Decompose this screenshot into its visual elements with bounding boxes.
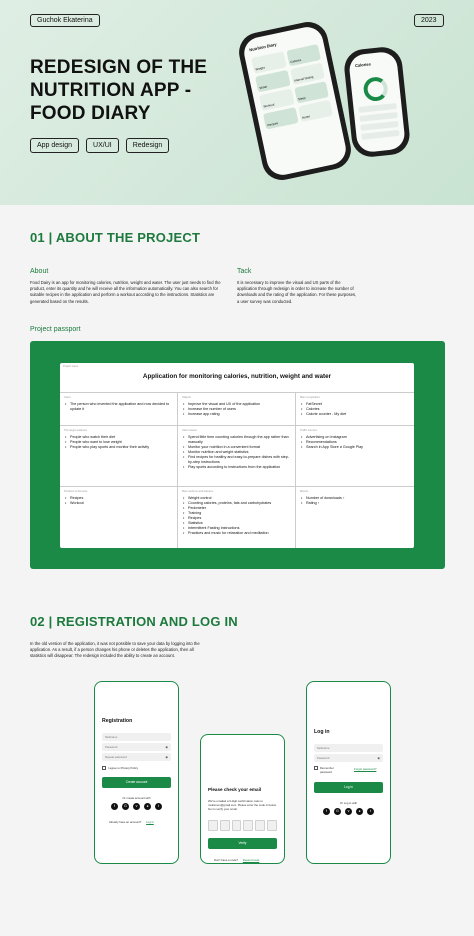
or-create-label: Or create account with [122,796,151,800]
list-item: • Improve the visual and UX of the application [182,402,291,407]
privacy-label: I agree to Privacy Policy [108,766,139,770]
tag-app-design: App design [30,138,79,153]
list-item: • Number of downloads ↑ [300,496,410,501]
meal-row [361,130,399,140]
phone-mockup-secondary [343,45,412,158]
code-digit-input[interactable] [220,820,230,831]
code-input-row [208,820,277,831]
cell-label: Users issues [182,429,197,432]
list-item: • Advertising on Instagram [300,435,410,440]
code-digit-input[interactable] [267,820,277,831]
list-item: • Recommendations [300,440,410,445]
list-item: • People who watch their diet [64,435,173,440]
twitter-icon[interactable]: t [155,803,162,810]
passport-card [60,363,414,548]
list-item: • FatSecret [300,402,410,407]
list-item: • Calorie counter - My diet [300,412,410,417]
tile-notes: Notes [298,100,333,122]
list-item: • Rating ↑ [300,501,410,506]
list-item: • Spend little time counting calories through the app rather than manually [182,435,291,445]
tile-water: Water [255,70,290,92]
list-item: • Intermittent Fasting Instructions [182,526,291,531]
hero-title: REDESIGN OF THE NUTRITION APP - FOOD DIARY [30,57,208,124]
list-item: • Monitor your nutrition in a convenient format [182,445,291,450]
hero-banner [0,0,474,205]
project-passport [30,341,445,569]
remember-checkbox[interactable] [314,766,318,770]
cell-label: Users [64,396,71,399]
about-heading: About [30,268,49,275]
list-item: • Calories [300,407,410,412]
about-text: Food Dairy is an app for monitoring calories, nutrition, weight and water. The user just needs to find the product, enter its quantity and he will receive all the information automatically. You can also search for suitable recipes in the application and perform a workout according to the instructions. Statistics are generated based on the results. [30,280,221,304]
list-item: • Recipes [64,496,173,501]
privacy-checkbox[interactable] [102,766,106,770]
passport-cell-users-issues [178,426,296,487]
verify-button[interactable]: Verify [208,838,277,849]
list-item: • Play sports according to instructions from the application [182,465,291,470]
twitter-icon[interactable]: t [367,808,374,815]
author-badge: Guchok Ekaterina [30,14,100,27]
verify-text: We've emailed a 6-digit confirmation code to meksimov@gmail.com. Please enter the code in below box to verify your email. [208,799,276,811]
create-account-button[interactable]: Create account [102,777,171,788]
password-input[interactable] [102,743,171,751]
project-name-label: Project name [63,365,79,368]
verify-email-screen [200,734,285,864]
passport-header [60,363,414,393]
phone-screen-main [241,24,348,178]
eye-icon[interactable]: ◉ [165,745,168,749]
passport-cell-features [178,487,296,548]
forgot-password-link[interactable]: Forgot password? [354,767,377,771]
list-item: • Workout [64,501,173,506]
year-badge: 2023 [414,14,444,27]
passport-cell-users [60,393,178,426]
passport-cell-objects [178,393,296,426]
project-name: Application for monitoring calories, nutrition, weight and water [142,373,332,380]
no-code-row [214,858,259,862]
login-button[interactable]: Log in [314,782,383,793]
list-item: • Counting calories, proteins, fats and carbohydrates [182,501,291,506]
have-account-row [109,820,154,824]
code-digit-input[interactable] [208,820,218,831]
tag-list [30,138,169,153]
code-digit-input[interactable] [255,820,265,831]
list-item: • Training [182,511,291,516]
passport-cell-target-audience [60,426,178,487]
apple-icon[interactable]: ● [144,803,151,810]
tag-ux-ui: UX/UI [86,138,119,153]
password-input[interactable] [314,754,383,762]
passport-grid [60,393,414,548]
cell-label: Metrics [300,490,309,493]
social-buttons [323,808,374,815]
registration-text: In the old version of the application, it was not possible to save your data by logging into the application. As a result, if a person changes his phone or deletes the application, then all statistics will disappear. The redesign included the ability to create an account. [30,641,200,659]
resend-code-link[interactable]: Resend code [242,858,260,862]
remember-label: Remember password [320,766,334,774]
list-item: • Weight control [182,496,291,501]
vk-icon[interactable]: v [133,803,140,810]
passport-cell-competitors [296,393,414,426]
list-item: • Search in App Store и Google Play [300,445,410,450]
tile-recipes: Recipes [263,107,298,129]
facebook-icon[interactable]: f [111,803,118,810]
repeat-password-input[interactable] [102,753,171,761]
list-item: • Increase app rating [182,412,291,417]
passport-cell-products [60,487,178,548]
passport-heading: Project passport [30,326,81,333]
repeat-password-placeholder: Repeat password [105,755,127,759]
apple-icon[interactable]: ● [356,808,363,815]
tile-workout: Workout [259,89,294,111]
google-icon[interactable]: G [334,808,341,815]
password-placeholder: Password [105,745,118,749]
facebook-icon[interactable]: f [323,808,330,815]
cell-label: Products & Services [64,490,88,493]
or-login-label: Or Log in with [339,801,358,805]
task-heading: Tack [237,268,252,275]
phone-small-title: Calories [354,61,372,69]
tag-redesign: Redesign [126,138,170,153]
social-buttons [111,803,162,810]
nickname-input[interactable]: Nickname [314,744,383,752]
phone-mockup-main [235,18,354,183]
list-item: • People who play sports and monitor their activity [64,445,173,450]
list-item: • Pedometer [182,506,291,511]
cell-label: The target audience [64,429,88,432]
eye-icon[interactable]: ◉ [377,756,380,760]
no-code-label: Don't have a code? [214,858,239,862]
passport-cell-traffic-sources [296,426,414,487]
vk-icon[interactable]: v [345,808,352,815]
meal-row [359,112,397,122]
already-have-account: Already have an account? [109,820,142,824]
list-item: • Monitor nutrition and weight statistics [182,450,291,455]
tile-calories: Calories [286,44,321,66]
login-link[interactable]: Log in [146,820,154,824]
registration-title: Registration [102,718,133,724]
google-icon[interactable]: G [122,803,129,810]
eye-icon[interactable]: ◉ [165,755,168,759]
login-screen [306,681,391,864]
code-digit-input[interactable] [243,820,253,831]
tile-sleep: Sleep [294,81,329,103]
nickname-input[interactable]: Nickname [102,733,171,741]
password-placeholder: Password [317,756,330,760]
tile-weight: Weight [251,51,286,73]
list-item: • People who want to lose weight [64,440,173,445]
phone-screen-secondary [348,51,406,153]
list-item: • The person who invented the application and now decided to update it [64,402,173,412]
passport-cell-metrics [296,487,414,548]
meal-row [358,103,396,113]
list-item: • Find recipes for healthy and easy-to-prepare dishes with step-by-step instructions [182,455,291,465]
code-digit-input[interactable] [232,820,242,831]
login-title: Log in [314,729,330,735]
list-item: • Recipes [182,516,291,521]
phone-screen-title: Nutrition Diary [248,41,278,53]
cell-label: Main competitors [300,396,320,399]
cell-label: Traffic sources [300,429,317,432]
list-item: • Practices and music for relaxation and meditation [182,531,291,536]
cell-label: Objects [182,396,191,399]
registration-screen [94,681,179,864]
tile-interval-fasting: Interval fasting [290,63,325,85]
verify-title: Please check your email [208,787,262,792]
list-item: • Statistics [182,521,291,526]
calories-ring-chart [362,76,388,102]
cell-label: Main sections and features [182,490,213,493]
phone-tile-grid [245,40,340,134]
list-item: • Increase the number of users [182,407,291,412]
section-title-about: 01 | ABOUT THE PROJECT [30,230,201,245]
meal-row [360,121,398,131]
task-text: It is necessary to improve the visual and UX parts of the application through redesign in order to increase the number of downloads and the rating of the application. For these purposes, a user survey was conducted. [237,280,357,304]
section-title-registration: 02 | REGISTRATION AND LOG IN [30,614,238,629]
